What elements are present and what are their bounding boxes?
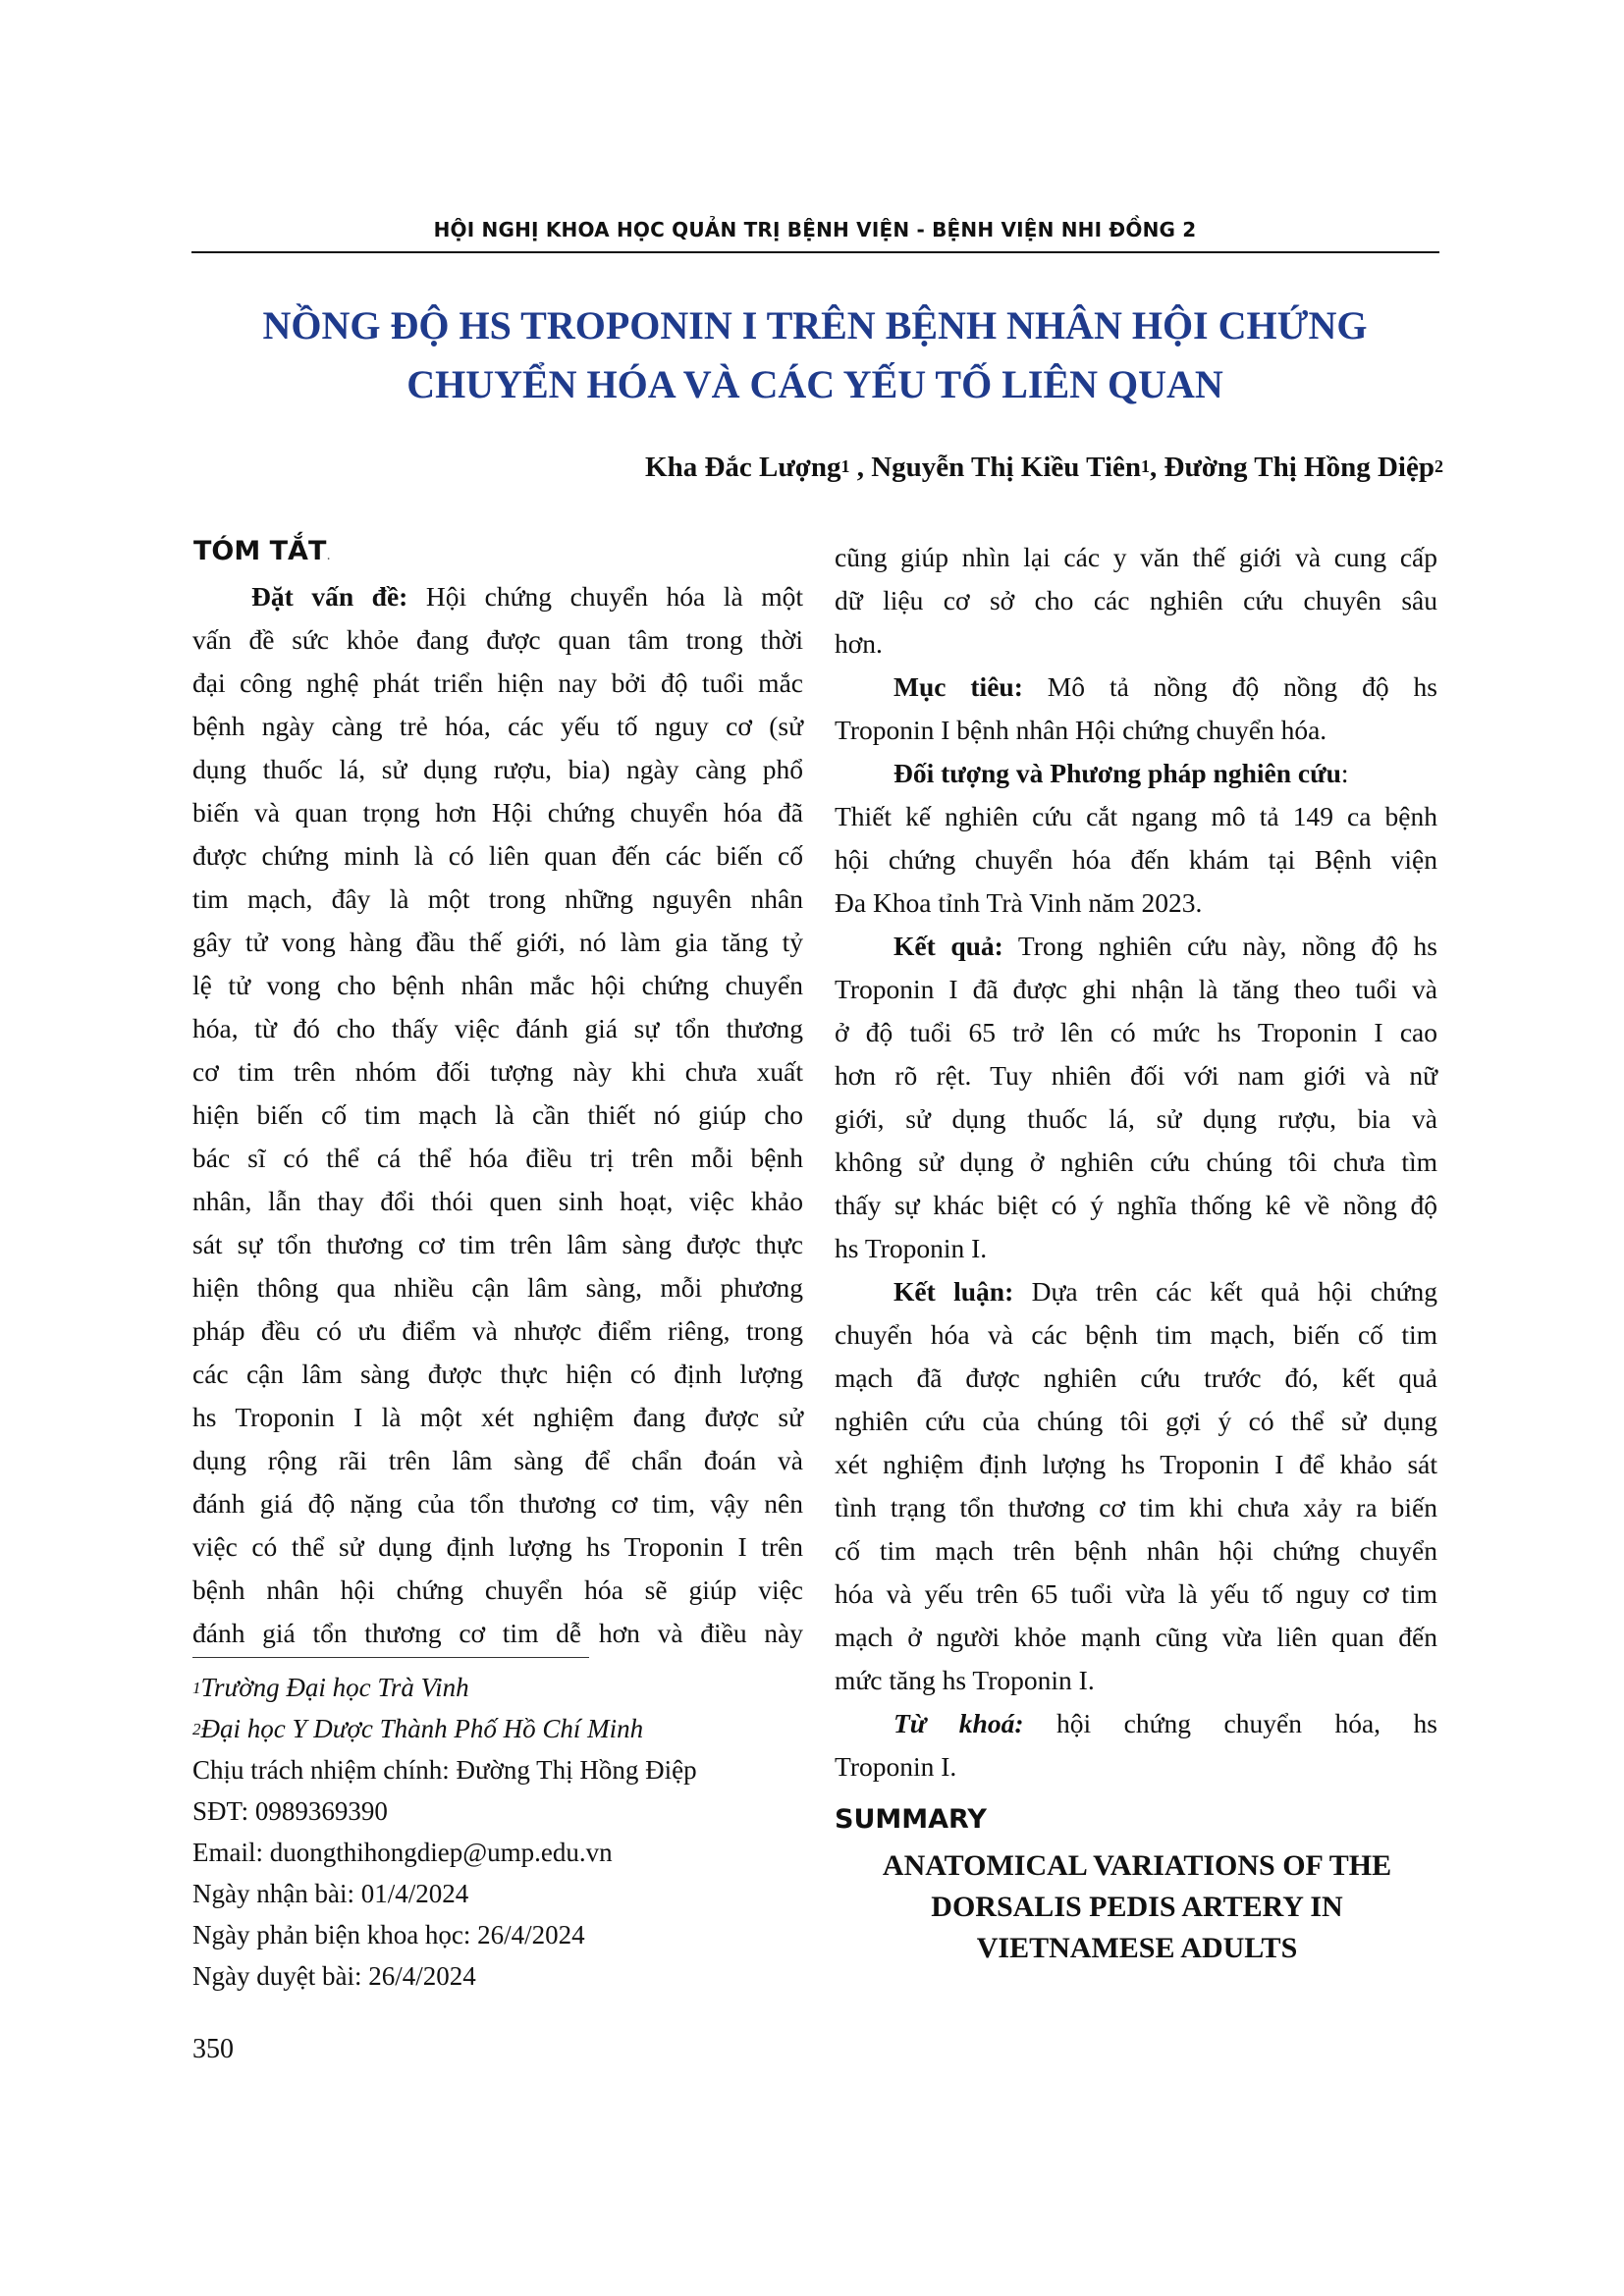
text-line: tim mạch, đây là một trong những nguyên nhân xyxy=(192,883,803,914)
text-line: chuyển hóa và các bệnh tim mạch, biến cố tim xyxy=(835,1319,1437,1350)
text-line: Thiết kế nghiên cứu cắt ngang mô tả 149 ca bệnh xyxy=(835,801,1437,831)
keywords-first-line xyxy=(835,1702,1437,1745)
text-line: biến và quan trọng hơn Hội chứng chuyển hóa đã xyxy=(192,797,803,828)
objective-first-line xyxy=(835,666,1437,709)
abstract-heading-dot: . xyxy=(326,548,331,563)
text-line: hiện thông qua nhiều cận lâm sàng, mỗi phương xyxy=(192,1272,803,1303)
text-line: hóa và yếu trên 65 tuổi vừa là yếu tố nguy cơ tim xyxy=(835,1578,1437,1609)
text-line: vấn đề sức khỏe đang được quan tâm trong thời xyxy=(192,624,803,655)
footnote-affiliation-1 xyxy=(192,1673,469,1703)
text-line: lệ tử vong cho bệnh nhân mắc hội chứng chuyển xyxy=(192,970,803,1000)
text-line: hội chứng chuyển hóa, hs xyxy=(1023,1708,1437,1738)
running-header: HỘI NGHỊ KHOA HỌC QUẢN TRỊ BỆNH VIỆN - BỆNH VIỆN NHI ĐỒNG 2 xyxy=(433,218,1197,241)
author-2-affil: 1 xyxy=(1141,456,1151,476)
text-line: Troponin I bệnh nhân Hội chứng chuyển hóa. xyxy=(835,715,1327,745)
methods-first-line xyxy=(835,752,1437,795)
text-line: ở độ tuổi 65 trở lên có mức hs Troponin I cao xyxy=(835,1017,1437,1047)
abstract-heading xyxy=(193,536,331,566)
text-line: hội chứng chuyển hóa đến khám tại Bệnh viện xyxy=(835,844,1437,875)
footnote-affiliation-2 xyxy=(192,1714,643,1744)
paper-title-line-2: CHUYỂN HÓA VÀ CÁC YẾU TỐ LIÊN QUAN xyxy=(406,362,1223,406)
text-line: mức tăng hs Troponin I. xyxy=(835,1665,1095,1695)
text-line: gây tử vong hàng đầu thế giới, nó làm gia tăng tỷ xyxy=(192,927,803,957)
text-line: được chứng minh là có liên quan đến các biến cố xyxy=(192,840,803,871)
authors xyxy=(645,452,1443,484)
footnote-2-marker: 2 xyxy=(192,1720,201,1738)
text-line: đại công nghệ phát triển hiện nay bởi độ tuổi mắc xyxy=(192,667,803,698)
header-rule xyxy=(191,251,1439,253)
text-line: giới, sử dụng thuốc lá, sử dụng rượu, bia và xyxy=(835,1103,1437,1134)
text-line: hóa, từ đó cho thấy việc đánh giá sự tổn thương xyxy=(192,1013,803,1043)
author-1: Kha Đắc Lượng xyxy=(645,452,841,483)
text-line: Mô tả nồng độ nồng độ hs xyxy=(1022,671,1437,702)
corresponding-author: Chịu trách nhiệm chính: Đường Thị Hồng Điệp xyxy=(192,1755,697,1785)
footnote-1-text: Trường Đại học Trà Vinh xyxy=(200,1673,469,1702)
text-line: dữ liệu cơ sở cho các nghiên cứu chuyên sâu xyxy=(835,585,1437,615)
footnote-rule xyxy=(192,1657,589,1658)
date-reviewed: Ngày phản biện khoa học: 26/4/2024 xyxy=(192,1920,585,1949)
text-line: tình trạng tổn thương cơ tim khi chưa xảy ra biến xyxy=(835,1492,1437,1522)
text-line: nhân, lẫn thay đổi thói quen sinh hoạt, việc khảo xyxy=(192,1186,803,1216)
text-line: Trong nghiên cứu này, nồng độ hs xyxy=(1002,931,1438,961)
footnote-1-marker: 1 xyxy=(192,1679,201,1697)
author-3-affil: 2 xyxy=(1435,456,1443,476)
date-received: Ngày nhận bài: 01/4/2024 xyxy=(192,1879,469,1908)
text-line: bác sĩ có thể cá thể hóa điều trị trên mỗi bệnh xyxy=(192,1143,803,1173)
objective-label: Mục tiêu: xyxy=(893,671,1023,702)
text-line: Hội chứng chuyển hóa là một xyxy=(407,581,803,612)
author-3: , Đường Thị Hồng Diệp xyxy=(1150,452,1435,483)
conclusion-first-line xyxy=(835,1270,1437,1313)
text-line: cơ tim trên nhóm đối tượng này khi chưa xuất xyxy=(192,1056,803,1087)
text-line: nghiên cứu của chúng tôi gợi ý có thể sử dụng xyxy=(835,1406,1437,1436)
text-line: xét nghiệm định lượng hs Troponin I để khảo sát xyxy=(835,1449,1437,1479)
text-line: hiện biến cố tim mạch là cần thiết nó giúp cho xyxy=(192,1099,803,1130)
text-line: thấy sự khác biệt có ý nghĩa thống kê về nồng độ xyxy=(835,1190,1437,1220)
summary-heading: SUMMARY xyxy=(835,1804,987,1835)
text-line: hơn rõ rệt. Tuy nhiên đối với nam giới và nữ xyxy=(835,1060,1437,1091)
background-label: Đặt vấn đề: xyxy=(251,581,408,612)
text-line: dụng thuốc lá, sử dụng rượu, bia) ngày càng phổ xyxy=(192,754,803,784)
text-line: : xyxy=(1340,758,1349,788)
email: Email: duongthihongdiep@ump.edu.vn xyxy=(192,1838,613,1867)
text-line: hơn. xyxy=(835,628,883,659)
keywords-label: Từ khoá: xyxy=(893,1708,1024,1738)
text-line: hs Troponin I là một xét nghiệm đang được sử xyxy=(192,1402,803,1432)
footnote-2-text: Đại học Y Dược Thành Phố Hồ Chí Minh xyxy=(200,1714,644,1743)
text-line: không sử dụng ở nghiên cứu chúng tôi chưa tìm xyxy=(835,1147,1437,1177)
background-first-line xyxy=(192,575,803,618)
text-line: Troponin I. xyxy=(835,1751,957,1782)
text-line: hs Troponin I. xyxy=(835,1233,988,1263)
abstract-right-column xyxy=(835,536,1437,1789)
summary-title-line-1: ANATOMICAL VARIATIONS OF THE xyxy=(882,1849,1392,1882)
text-line: mạch đã được nghiên cứu trước đó, kết quả xyxy=(835,1362,1437,1393)
phone: SĐT: 0989369390 xyxy=(192,1796,388,1826)
summary-title-line-2: DORSALIS PEDIS ARTERY IN xyxy=(931,1891,1343,1923)
abstract-heading-text: TÓM TẮT xyxy=(193,536,327,566)
text-line: sát sự tổn thương cơ tim trên lâm sàng được thực xyxy=(192,1229,803,1259)
author-1-affil: 1 xyxy=(840,456,850,476)
text-line: bệnh nhân hội chứng chuyển hóa sẽ giúp việc xyxy=(192,1575,803,1605)
text-line: dụng rộng rãi trên lâm sàng để chẩn đoán và xyxy=(192,1445,803,1475)
text-line: pháp đều có ưu điểm và nhược điểm riêng, trong xyxy=(192,1315,803,1346)
text-line: đánh giá tổn thương cơ tim dễ hơn và điều này xyxy=(192,1618,803,1648)
text-line: các cận lâm sàng được thực hiện có định lượng xyxy=(192,1359,803,1389)
text-line: Dựa trên các kết quả hội chứng xyxy=(1013,1276,1437,1307)
date-accepted: Ngày duyệt bài: 26/4/2024 xyxy=(192,1961,476,1991)
text-line: đánh giá độ nặng của tổn thương cơ tim, vậy nên xyxy=(192,1488,803,1519)
results-label: Kết quả: xyxy=(893,931,1003,961)
results-first-line xyxy=(835,925,1437,968)
abstract-left-column xyxy=(192,575,803,1655)
paper-title-line-1: NỒNG ĐỘ HS TROPONIN I TRÊN BỆNH NHÂN HỘI CHỨNG xyxy=(262,303,1368,347)
methods-label: Đối tượng và Phương pháp nghiên cứu xyxy=(893,758,1341,788)
text-line: mạch ở người khỏe mạnh cũng vừa liên quan đến xyxy=(835,1622,1437,1652)
text-line: Đa Khoa tỉnh Trà Vinh năm 2023. xyxy=(835,887,1203,918)
text-line: cũng giúp nhìn lại các y văn thế giới và cung cấp xyxy=(835,542,1437,572)
author-2: , Nguyễn Thị Kiều Tiên xyxy=(849,452,1142,483)
text-line: việc có thể sử dụng định lượng hs Troponin I trên xyxy=(192,1531,803,1562)
text-line: bệnh ngày càng trẻ hóa, các yếu tố nguy cơ (sử xyxy=(192,711,803,741)
text-line: cố tim mạch trên bệnh nhân hội chứng chuyển xyxy=(835,1535,1437,1566)
page-number: 350 xyxy=(192,2034,234,2064)
text-line: Troponin I đã được ghi nhận là tăng theo tuổi và xyxy=(835,974,1437,1004)
summary-title-line-3: VIETNAMESE ADULTS xyxy=(976,1932,1298,1964)
conclusion-label: Kết luận: xyxy=(893,1276,1014,1307)
